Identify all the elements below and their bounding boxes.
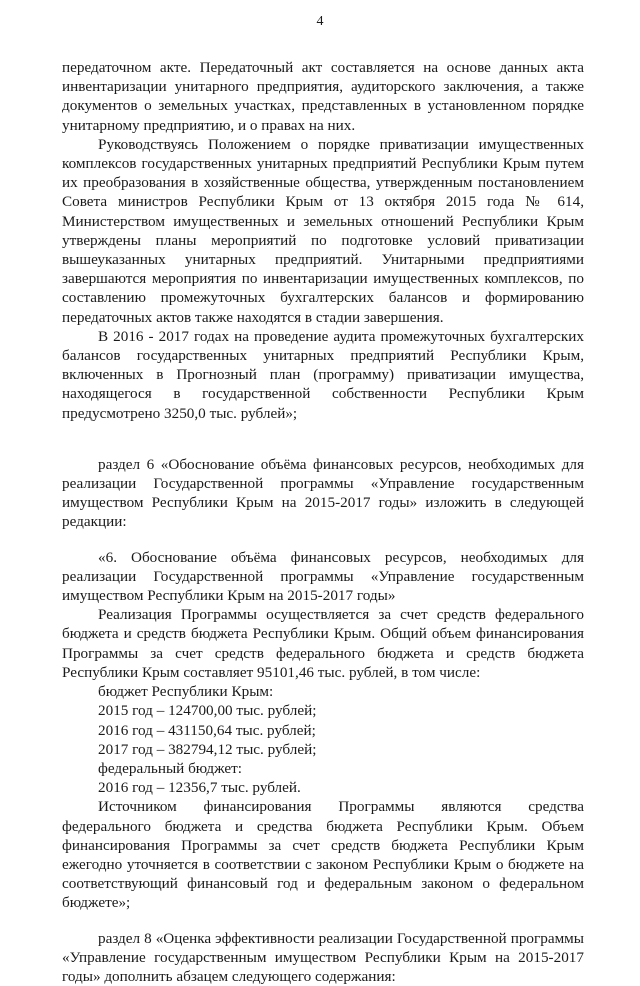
paragraph-transfer-act: передаточном акте. Передаточный акт составляется на основе данных акта инвентаризации унитарного предприятия, аудиторского заключения, а также документов о земельных участках, представленных в установленном порядке унитарному предприятию, и о правах на них.	[62, 59, 584, 134]
document-body	[62, 58, 584, 986]
budget-federal-label: федеральный бюджет:	[98, 759, 242, 777]
budget-2015: 2015 год – 124700,00 тыс. рублей;	[98, 702, 317, 720]
paragraph-audit-funding: В 2016 - 2017 годах на проведение аудита промежуточных бухгалтерских балансов государственных унитарных предприятий Республики Крым, включенных в Прогнозный план (программу) приватизации имущества, находящегося в государственной собственности Республики Крым предусмотрено 3250,0 тыс. рублей»;	[62, 327, 584, 422]
budget-2016: 2016 год – 431150,64 тыс. рублей;	[98, 721, 316, 739]
budget-federal-2016: 2016 год – 12356,7 тыс. рублей.	[98, 779, 301, 797]
paragraph-funding-total: Реализация Программы осуществляется за счет средств федерального бюджета и средств бюджета Республики Крым. Общий объем финансирования Программы за счет средств федерального бюджета и средств бюджета Республики Крым составляет 95101,46 тыс. рублей, в том числе:	[62, 606, 584, 681]
section-6-heading: «6. Обоснование объёма финансовых ресурсов, необходимых для реализации Государственной программы «Управление государственным имуществом Республики Крым на 2015-2017 годы»	[62, 548, 584, 605]
page-number: 4	[316, 14, 324, 29]
paragraph-funding-source: Источником финансирования Программы являются средства федерального бюджета и средства бюджета Республики Крым. Объем финансирования Программы за счет средств бюджета Республики Крым ежегодно уточняется в соответствии с законом Республики Крым о бюджете на соответствующий финансовый год и федеральным законом о федеральном бюджете»;	[62, 798, 584, 912]
paragraph-privatization-plans: Руководствуясь Положением о порядке приватизации имущественных комплексов государственных унитарных предприятий Республики Крым путем их преобразования в хозяйственные общества, утвержденным постановлением Совета министров Республики Крым от 13 октября 2015 года № 614, Министерством имущественных и земельных отношений Республики Крым утверждены планы мероприятий по подготовке условий приватизации вышеуказанных унитарных предприятий. Унитарными предприятиями завершаются мероприятия по инвентаризации имущественных комплексов, по составлению промежуточных бухгалтерских балансов и формированию передаточных актов также находятся в стадии завершения.	[62, 135, 584, 326]
paragraph-section-6-amendment: раздел 6 «Обоснование объёма финансовых ресурсов, необходимых для реализации Государственной программы «Управление государственным имуществом Республики Крым на 2015-2017 годы» изложить в следующей редакции:	[62, 455, 584, 531]
budget-crimea-label: бюджет Республики Крым:	[98, 683, 274, 701]
budget-2017: 2017 год – 382794,12 тыс. рублей;	[98, 740, 317, 758]
paragraph-section-8-amendment: раздел 8 «Оценка эффективности реализации Государственной программы «Управление государственным имуществом Республики Крым на 2015-2017 годы» дополнить абзацем следующего содержания:	[62, 929, 584, 985]
